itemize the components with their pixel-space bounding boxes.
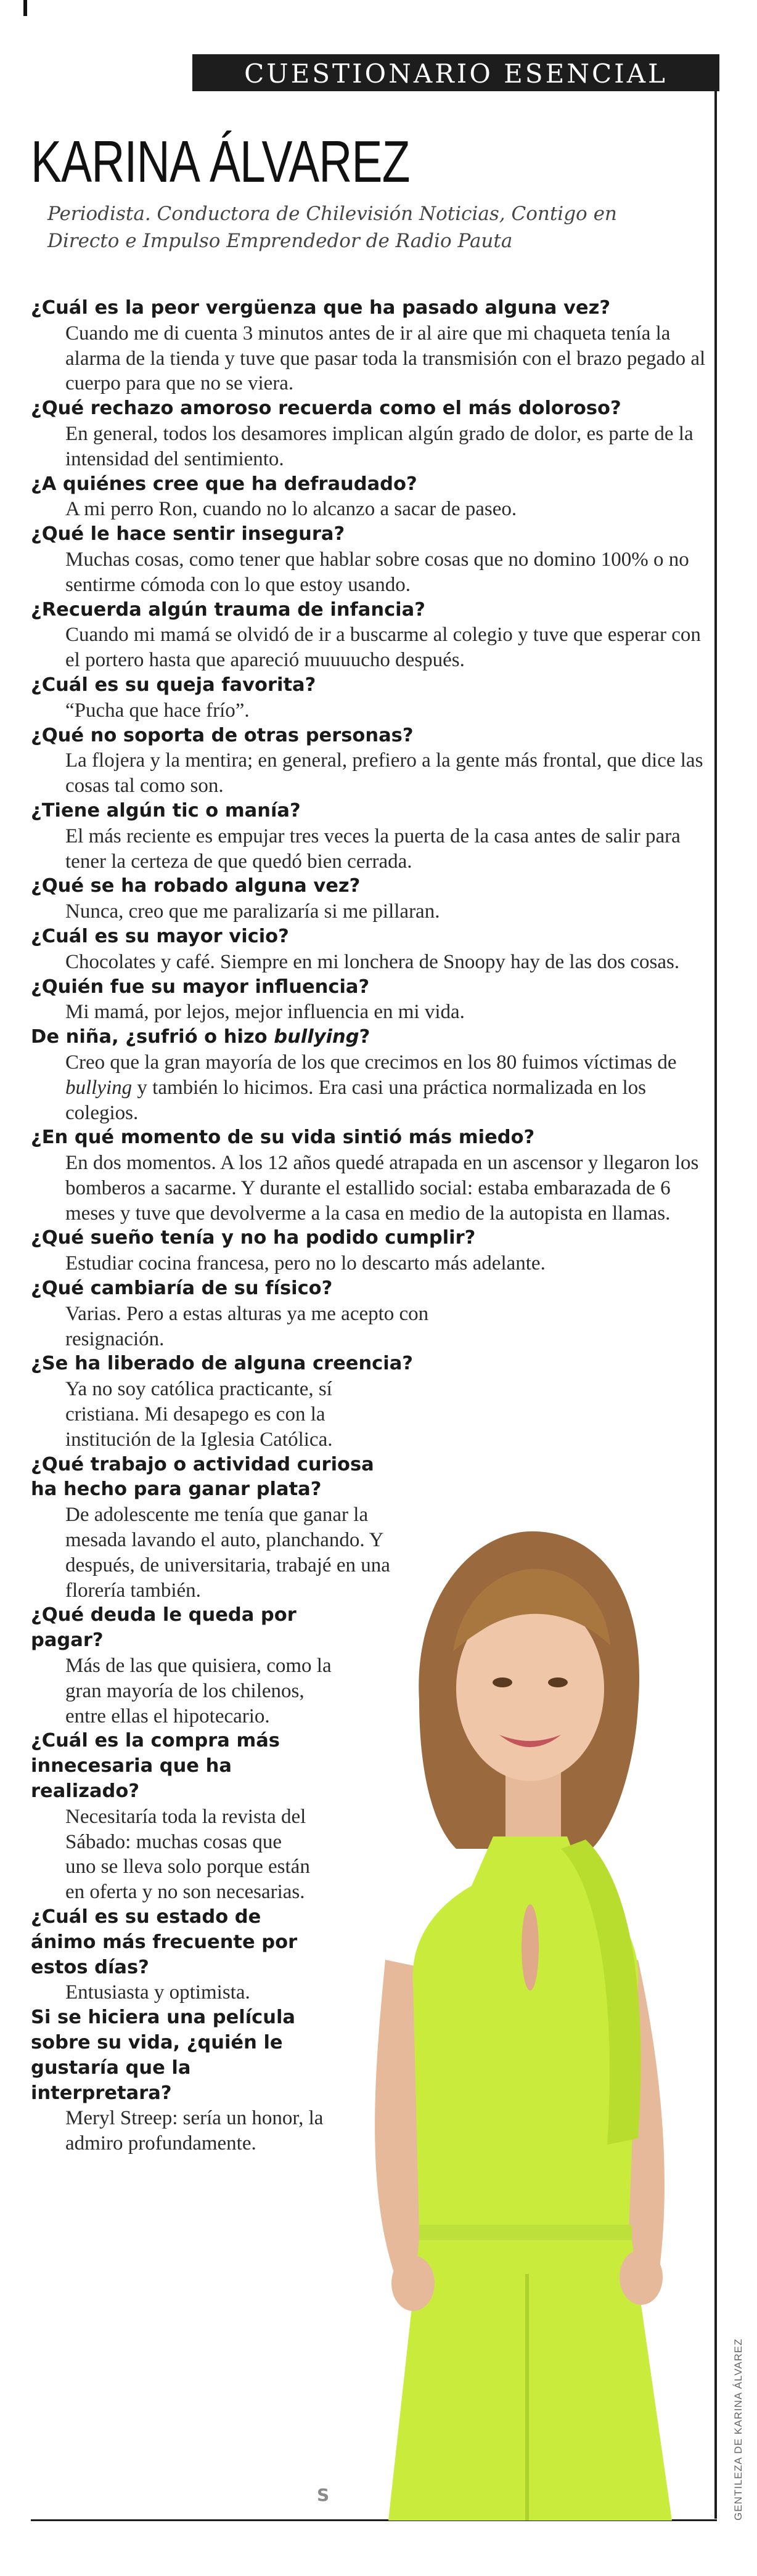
photo-waist: [419, 2225, 632, 2242]
section-title: CUESTIONARIO ESENCIAL: [244, 59, 668, 89]
question: ¿Cuál es la peor vergüenza que ha pasado alguna vez?: [31, 297, 611, 319]
interviewee-name: KARINA ÁLVAREZ: [31, 129, 410, 195]
question: De niña, ¿sufrió o hizo bullying?: [31, 1026, 370, 1048]
answer: “Pucha que hace frío”.: [65, 699, 250, 722]
question: ¿Cuál es su queja favorita?: [31, 674, 316, 696]
question: ¿Qué no soporta de otras personas?: [31, 724, 414, 746]
answer: Varias. Pero a estas alturas ya me acepto con resignación.: [65, 1302, 429, 1350]
question: ¿En qué momento de su vida sintió más miedo?: [31, 1127, 535, 1149]
answer: Cuando mi mamá se olvidó de ir a buscarme al colegio y tuve que esperar con el portero hasta que apareció muuuucho después.: [65, 624, 701, 672]
answer: Entusiasta y optimista.: [65, 1981, 250, 2004]
question: ¿Qué rechazo amoroso recuerda como el más doloroso?: [31, 397, 621, 420]
answer: Necesitaría toda la revista del Sábado: muchas cosas que uno se lleva solo porque están en oferta y no son necesarias.: [65, 1805, 310, 1904]
answer: Estudiar cocina francesa, pero no lo descarto más adelante.: [65, 1252, 546, 1275]
answer: Más de las que quisiera, como la gran mayoría de los chilenos, entre ellas el hipotecario.: [65, 1655, 332, 1727]
question: ¿Qué cambiaría de su físico?: [31, 1278, 333, 1300]
answer: A mi perro Ron, cuando no lo alcanzo a sacar de paseo.: [65, 498, 517, 521]
question: ¿Qué le hace sentir insegura?: [31, 523, 345, 545]
answer: Mi mamá, por lejos, mejor influencia en mi vida.: [65, 1001, 465, 1024]
question: ¿Se ha liberado de alguna creencia?: [31, 1353, 413, 1375]
question: ¿Cuál es su estado de ánimo más frecuente por estos días?: [31, 1906, 298, 1978]
top-corner-mark: [23, 0, 27, 16]
answer: El más reciente es empujar tres veces la puerta de la casa antes de salir para tener la certeza de que quedó bien cerrada.: [65, 825, 681, 873]
question: ¿Cuál es su mayor vicio?: [31, 925, 289, 947]
photo-hand-left: [391, 2256, 435, 2311]
end-mark: S: [317, 2485, 330, 2505]
answer: Cuando me di cuenta 3 minutos antes de ir al aire que mi chaqueta tenía la alarma de la tienda y tuve que pasar toda la transmisión con el brazo pegado al cuerpo para que no se viera.: [65, 322, 706, 395]
question: ¿Qué deuda le queda por pagar?: [31, 1604, 297, 1652]
photo-hand-right: [620, 2249, 663, 2305]
answer: Chocolates y café. Siempre en mi lonchera de Snoopy hay de las dos cosas.: [65, 950, 680, 973]
question: ¿A quiénes cree que ha defraudado?: [31, 473, 417, 495]
answer: Meryl Streep: sería un honor, la admiro profundamente.: [65, 2107, 324, 2155]
question: ¿Quién fue su mayor influencia?: [31, 976, 370, 998]
answer: Creo que la gran mayoría de los que crecimos en los 80 fuimos víctimas de bullying y también lo hicimos. Era casi una práctica normalizada en los colegios.: [65, 1051, 677, 1124]
interviewee-description: Periodista. Conductora de Chilevisión Noticias, Contigo en Directo e Impulso Emprendedor de Radio Pauta: [47, 203, 617, 252]
question: ¿Qué se ha robado alguna vez?: [31, 875, 361, 897]
qa-list: [31, 296, 712, 2156]
answer: La flojera y la mentira; en general, prefiero a la gente más frontal, que dice las cosas tal como son.: [65, 749, 703, 797]
photo-credit: GENTILEZA DE KARINA ÁLVAREZ: [732, 2338, 744, 2521]
answer: De adolescente me tenía que ganar la mesada lavando el auto, planchando. Y después, de universitaria, trabajé en una florería también.: [65, 1504, 390, 1602]
answer: En dos momentos. A los 12 años quedé atrapada en un ascensor y llegaron los bomberos a sacarme. Y durante el estallido social: estaba embarazada de 6 meses y tuve que devolverme a la casa en medio de la autopista en llamas.: [65, 1152, 699, 1225]
question: ¿Qué sueño tenía y no ha podido cumplir?: [31, 1227, 476, 1249]
question: Si se hiciera una película sobre su vida, ¿quién le gustaría que la interpretara?: [31, 2007, 296, 2104]
question: ¿Recuerda algún trauma de infancia?: [31, 598, 425, 621]
question: ¿Qué trabajo o actividad curiosa ha hecho para ganar plata?: [31, 1453, 374, 1501]
answer: Ya no soy católica practicante, sí cristiana. Mi desapego es con la institución de la Iglesia Católica.: [65, 1378, 333, 1451]
answer: En general, todos los desamores implican algún grado de dolor, es parte de la intensidad del sentimiento.: [65, 422, 694, 470]
section-banner: [192, 54, 719, 91]
question: ¿Tiene algún tic o manía?: [31, 799, 301, 821]
question: ¿Cuál es la compra más innecesaria que ha realizado?: [31, 1730, 280, 1803]
answer: Nunca, creo que me paralizaría si me pillaran.: [65, 900, 440, 923]
answer: Muchas cosas, como tener que hablar sobre cosas que no domino 100% o no sentirme cómoda con lo que estoy usando.: [65, 548, 689, 596]
